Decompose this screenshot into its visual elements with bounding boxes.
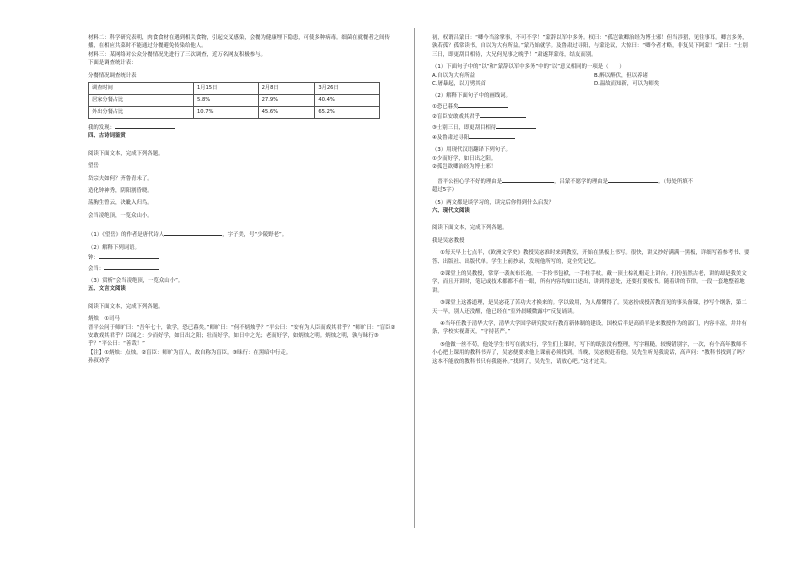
table-cell: 外出分餐占比 [89,107,194,119]
table-cell: 居家分餐占比 [89,95,194,107]
table-header-row [89,83,380,95]
essay-paragraph: ⑤他做一丝不苟，他处学生书写在就实行，学生们上课时，写下的纸张没有整理，写字粗糙，较慢错别字，一次，有个高年教师不小心把上课用的教科书弄了，吴宓便要求他上课前必须找到，当晚，吴宓便赶着他，吴先生听见我说话，高声问：“教科书找到了吗？这本不能放的教科书只有我能补。”找到了，吴先生，请放心吧。”这才过关。 [432,341,748,365]
question-2-item-label: 钟： [88,255,99,262]
table-cell: 40.4% [315,95,380,107]
answer-blank [480,111,526,118]
option-b: B.醉以醉伏，但以养诸 [594,72,648,79]
table-caption: 分餐情况调查统计表 [88,72,137,79]
table-cell: 45.6% [258,107,315,119]
read-prompt: 阅读下面文本，完成下列各题。 [432,225,508,232]
table-cell: 27.9% [258,95,315,107]
question-2-item [432,132,750,142]
answer-blank [469,132,515,139]
question-2-item [432,122,750,132]
table-cell: 10.7% [194,107,259,119]
table-header-cell: 3月26日 [315,83,380,95]
next-title: 孙叔劝学 [88,358,110,365]
option-a: A.自以为大有所益 [432,72,476,79]
question-2-item [88,252,396,262]
column-divider [414,28,415,528]
question-3: （3）用现代汉语翻译下列句子。 [432,147,511,154]
question-1: （1）下面句子中的“以”和“蒙辞以军中多务”中的“以”意义相同的一项是（ ） [432,64,625,71]
question-3-item: ②孤岂欲卿治经为博士邪！ [432,164,497,171]
answer-blank [164,229,222,236]
question-2-item [432,111,750,121]
question-4-text-mid: ，吕蒙不愿学的理由是 [554,178,609,185]
section-6-title: 六、现代文阅读 [432,207,470,214]
question-2-item-text: ①恐已暮矣 [432,103,459,110]
question-2-item-label: 会当： [88,265,105,272]
question-2-item-text: ③士别三日，即更刮目相待 [432,124,497,131]
question-3-item: ①少而好学，如日出之阳。 [432,155,497,162]
poem-line: 会当凌绝顶，一览众山小。 [88,212,153,219]
question-1-text-end: ，字子美，号“少陵野老”。 [222,232,288,239]
left-column [88,34,396,366]
question-4-text: 晋平公担心学不好的理由是 [432,178,503,185]
section-4-title: 四、古诗词鉴赏 [88,133,126,140]
poem-line: 岱宗夫如何？齐鲁青未了。 [88,175,153,182]
answer-blank [104,263,159,270]
question-5: （5）两文都是谈学习的，读完后你得到什么启发？ [432,199,555,206]
question-2-item [432,101,750,111]
classical-text: 晋平公问于师旷曰：“吾年七十，欲学，恐已暮矣。”师旷曰：“何不炳烛乎？”平公曰：“安有为人臣而戏其君乎？”师旷曰：“盲臣②安敢戏其君乎？臣闻之：少而好学，如日出之阳；壮而好学，如日中之光；老而好学，如炳烛之明。炳烛之明，孰与昧行③乎？”平公曰：“善哉！” [88,324,396,348]
question-4 [432,176,750,186]
table-header-cell: 1月15日 [194,83,259,95]
table-intro: 下面是调查统计表： [88,60,137,67]
poem-line: 造化钟神秀，阴阳割昏晓。 [88,188,153,195]
essay-title: 我是吴宓教授 [432,237,465,244]
read-prompt: 阅读下面文本，完成下列各题。 [88,303,164,310]
essay-paragraph: ④当年任教于清华大学，清华大学国学研究院实行教育新体制的建设，国校后半是高质半是来教授作为的部门，内容丰富，井井有条，学校实视萧灭，“守持甚严。” [432,320,747,336]
table-header-cell: 调查时间 [89,83,194,95]
question-2: （2）解释下面句子中的画线词。 [432,93,511,100]
option-d: D.温故而知新，可以为师矣 [594,81,660,88]
options [432,72,750,89]
note: 【注】①炳烛：点烛。②盲臣：师旷为盲人，故自称为盲臣。③昧行：在黑暗中行走。 [88,349,292,356]
essay-paragraph: ③课堂上这番道理，是吴宓花了苦功夫才换来的。学以致用，为人都懂得了。吴宓扮成授苦教育见的事头备课，抄写个纲条，第二天一早，别人还没醒，他已经在“室外晨曦微露中”反复诵读。 [432,300,747,315]
table-header-cell: 2月8日 [258,83,315,95]
finding-line [88,122,396,132]
classical-text-2: 初，权谓吕蒙曰：“卿今当涂掌事，不可不学！”蒙辞以军中多务。权曰：“孤岂欲卿治经为博士邪！但当涉猎，见往事耳。卿言多务，孰若孤？孤常读书，自以为大有所益。”蒙乃始就学。及鲁肃过寻阳，与蒙论议，大惊曰：“卿今者才略，非复吴下阿蒙！”蒙曰：“士别三日，即更刮目相待，大兄何见事之晚乎！”肃遂拜蒙母，结友而别。 [432,35,748,58]
essay-paragraph: ②课堂上的吴教授，常穿一袭灰布长袍，一手拎书包袱，一手柱手杖，戴一顶土棕礼帽走上讲台。打扮虽然古老，讲的却是我美文学，而且开讲时，笔记或技术都都不看一眼，所有内容均如口述出，讲到得意处，还要打要板书。随着讲的节律，一段一套地整着地讲。 [432,270,747,294]
answer-blank [458,101,508,108]
table-row [89,107,380,119]
answer-blank [496,122,536,129]
poem-line: 荡胸生曾云，决眦入归鸟。 [88,200,153,207]
essay-paragraph: ①每天早上七点半，《欧洲文学史》教授吴宓准时来到教室，开始在黑板上书写。很快，讲义抄好满满一黑板，详细写着参考书、要答、出版社、出版代单。学生上前抄录，发现他所写的，竟全凭记忆。 [432,250,750,265]
classical-title: 炳烛 ①司马 [88,316,120,323]
finding-label: 我的发现： [88,125,115,132]
answer-blank [99,252,159,259]
question-2-item-text: ④及鲁肃过寻阳 [432,135,470,142]
material-2: 材料二：科学研究表明，肉食食材在遇到相关食物，引起交叉感染，会餐为健康埋下隐患，可使多种病毒。细菌在就餐者之间传播，在相应共菜时不能通过分餐避免传染给他人。 [88,35,390,50]
table-cell: 5.8% [194,95,259,107]
answer-blank [502,176,554,183]
option-c: C.屠暴起，以刀劈其首 [432,81,486,88]
read-prompt: 阅读下面文本，完成下列各题。 [88,150,164,157]
material-3: 材料三：某网络对公众分餐情况先进行了三次调查，近万名网友积极参与。 [88,51,266,58]
answer-blank [608,176,658,183]
question-4-text-end: 。（每处所填不 [658,178,694,185]
question-1 [88,229,396,239]
answer-blank [115,122,175,129]
question-4-cont: 超过5字） [432,187,457,194]
survey-table [88,82,380,119]
question-2-item-text: ②盲臣安敢戏其君乎 [432,114,480,121]
section-5-title: 五、文言文阅读 [88,286,126,293]
table-row [89,95,380,107]
question-3: （3）赏析“会当凌绝顶，一览众山小”。 [88,277,184,284]
question-2: （2）解释下列词语。 [88,244,140,251]
right-column [432,34,750,366]
question-2-item [88,263,396,273]
question-1-text: （1）《望岳》的作者是唐代诗人 [88,232,165,239]
table-cell: 65.2% [315,107,380,119]
poem-title: 望岳 [88,163,99,170]
